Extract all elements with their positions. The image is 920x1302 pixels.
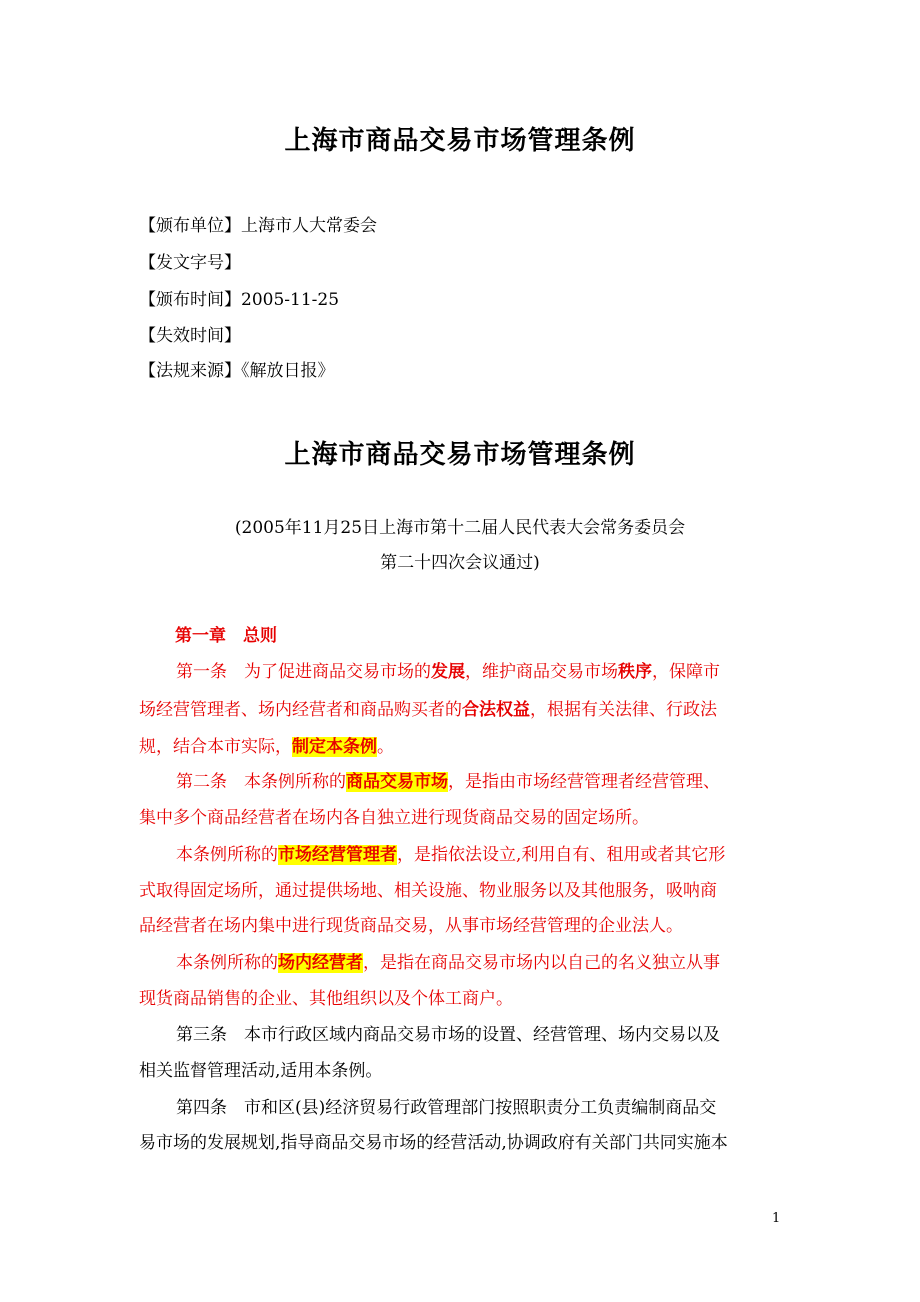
adoption-note-line2: 第二十四次会议通过) [380,553,540,573]
article-1-line2: 场经营管理者、场内经营者和商品购买者的合法权益，根据有关法律、行政法 [139,700,717,720]
article-2-para2-line3: 品经营者在场内集中进行现货商品交易，从事市场经营管理的企业法人。 [139,916,683,936]
article-2-para2-line2: 式取得固定场所，通过提供场地、相关设施、物业服务以及其他服务，吸呐商 [139,881,717,901]
article-3-line2: 相关监督管理活动,适用本条例。 [139,1061,383,1081]
regulation-title: 上海市商品交易市场管理条例 [284,440,636,470]
meta-source: 【法规来源】《解放日报》 [139,361,335,381]
chapter-heading: 第一章 总则 [175,626,277,646]
page-number: 1 [772,1211,781,1226]
article-1-line1: 第一条 为了促进商品交易市场的发展，维护商品交易市场秩序，保障市 [176,662,720,682]
meta-issue-date: 【颁布时间】2005-11-25 [139,290,340,310]
adoption-note-line1: (2005年11月25日上海市第十二届人民代表大会常务委员会 [234,518,686,538]
article-4-line1: 第四条 市和区(县)经济贸易行政管理部门按照职责分工负责编制商品交 [176,1098,717,1118]
article-2-line2: 集中多个商品经营者在场内各自独立进行现货商品交易的固定场所。 [139,808,649,828]
document-title: 上海市商品交易市场管理条例 [284,126,636,156]
meta-doc-number: 【发文字号】 [139,253,241,273]
meta-expiry-date: 【失效时间】 [139,326,241,346]
meta-issuer: 【颁布单位】上海市人大常委会 [139,216,377,236]
article-2-para3-line1: 本条例所称的场内经营者，是指在商品交易市场内以自己的名义独立从事 [176,953,720,973]
article-4-line2: 易市场的发展规划,指导商品交易市场的经营活动,协调政府有关部门共同实施本 [139,1133,728,1153]
article-1-line3: 规，结合本市实际，制定本条例。 [139,737,394,757]
article-2-para2-line1: 本条例所称的市场经营管理者，是指依法设立,利用自有、租用或者其它形 [176,845,726,865]
article-2-line1: 第二条 本条例所称的商品交易市场，是指由市场经营管理者经营管理、 [176,772,720,792]
article-3-line1: 第三条 本市行政区域内商品交易市场的设置、经营管理、场内交易以及 [176,1025,720,1045]
article-2-para3-line2: 现货商品销售的企业、其他组织以及个体工商户。 [139,989,513,1009]
